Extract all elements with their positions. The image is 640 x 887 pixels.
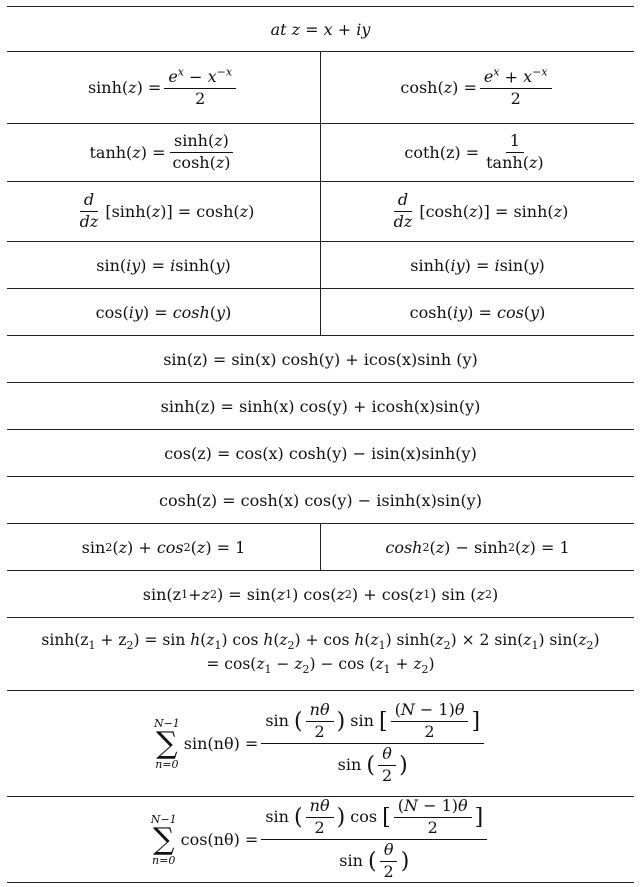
cos-sum-series: N−1 ∑ n=0 cos(nθ) = sin ( $\frac{n\theta}{2}$ ) cos [ $\frac{(N - 1)\theta}{2}$ ] sin ( $\frac{\theta}{2}$ ): [7, 797, 634, 882]
table-row: [7, 289, 634, 336]
table-row: [7, 524, 634, 571]
fraction: $\frac{e^x + x^{-x}}{2}$: [480, 67, 552, 108]
hyperbolic-pythagorean: cosh 2 ( z ) − sinh 2 ( z ) = 1: [385, 537, 570, 557]
fraction: sin ( $\frac{n\theta}{2}$ ) cos [ $\frac{(N - 1)\theta}{2}$ ] sin ( $\frac{\theta}{2}$ ): [261, 798, 487, 880]
summation-sign: N−1 ∑ n=0: [153, 716, 180, 771]
cos-z-expansion: cos(z) = cos(x) cosh(y) − isin(x)sinh(y): [164, 443, 477, 463]
sin-z-expansion: sin(z) = sin(x) cosh(y) + icos(x)sinh (y): [163, 349, 478, 369]
sinh-z-expansion: sinh(z) = sinh(x) cos(y) + icosh(x)sin(y): [160, 396, 481, 416]
sinh-sum-identity: $\sinh(z_1 + z_2) = \sin h(z_1)$ $\cos h(z_2) + \cos h(z_1) \sinh(z_2) \times 2$ $\sin(z_1)$ $\sin(z_2)$ = $\cos(z_1 - z_2) - \cos (z_1 + z_2)$: [41, 631, 600, 677]
table-row: [7, 571, 634, 618]
table-row: [7, 618, 634, 691]
table-row: [7, 52, 634, 124]
fraction: $\frac{1}{\tanh(z)}$: [486, 131, 544, 172]
fraction: $\frac{e^x - x^{-x}}{2}$: [164, 67, 236, 108]
fraction: sin ( $\frac{n\theta}{2}$ ) sin [ $\frac{(N - 1)\theta}{2}$ ] sin ( $\frac{\theta}{2}$ ): [261, 702, 484, 784]
cosh-z-expansion: cosh(z) = cosh(x) cos(y) − isinh(x)sin(y): [159, 490, 482, 510]
sinh-iy-identity: sinh( iy ) = i sin( y ): [410, 255, 545, 275]
fraction: $\frac{d}{dz}$: [393, 190, 413, 231]
coth-definition: coth(z) = $\frac{1}{\tanh(z)}$: [321, 124, 634, 181]
fraction: $\frac{\sinh(z)}{\cosh(z)}$: [168, 133, 234, 172]
cosh-iy-identity: cosh( iy ) = cos ( y ): [409, 302, 546, 322]
sinh-derivative: $\frac{d}{dz}$ [sinh( z )] = cosh( z ): [7, 182, 321, 241]
summation-sign: N−1 ∑ n=0: [150, 812, 177, 867]
cosh-definition: cosh( z ) = $\frac{e^x + x^{-x}}{2}$: [321, 52, 634, 123]
table-row: [7, 797, 634, 883]
table-row: [7, 124, 634, 182]
table-row: [7, 242, 634, 289]
cosh-derivative: $\frac{d}{dz}$ [cosh( z )] = sinh( z ): [321, 182, 634, 241]
sin-sum-series: N−1 ∑ n=0 sin(nθ) = sin ( $\frac{n\theta}{2}$ ) sin [ $\frac{(N - 1)\theta}{2}$ ] sin ( $\frac{\theta}{2}$ ): [7, 691, 634, 796]
sin-sum-identity: sin(z 1 + z 2 ) = sin( z 1 ) cos( z 2 ) + cos( z 1 ) sin ( z 2 ): [142, 584, 499, 604]
sin-iy-identity: sin( iy ) = i sinh( y ): [7, 242, 321, 288]
table-row: [7, 182, 634, 242]
table-header-row: [7, 6, 634, 52]
table-row: [7, 430, 634, 477]
header-formula: at z = x + iy: [270, 19, 371, 39]
trig-pythagorean: sin 2 ( z ) + cos 2 ( z ) = 1: [7, 524, 321, 570]
identity-table: [7, 6, 634, 883]
tanh-definition: tanh( z ) = $\frac{\sinh(z)}{\cosh(z)}$: [7, 124, 321, 181]
table-row: [7, 477, 634, 524]
fraction: $\frac{d}{dz}$: [79, 190, 99, 231]
table-row: [7, 691, 634, 797]
sinh-definition: sinh( z ) = $\frac{e^x - x^{-x}}{2}$: [7, 52, 321, 123]
table-row: [7, 383, 634, 430]
table-row: [7, 336, 634, 383]
cos-iy-identity: cos( iy ) = cosh ( y ): [7, 289, 321, 335]
